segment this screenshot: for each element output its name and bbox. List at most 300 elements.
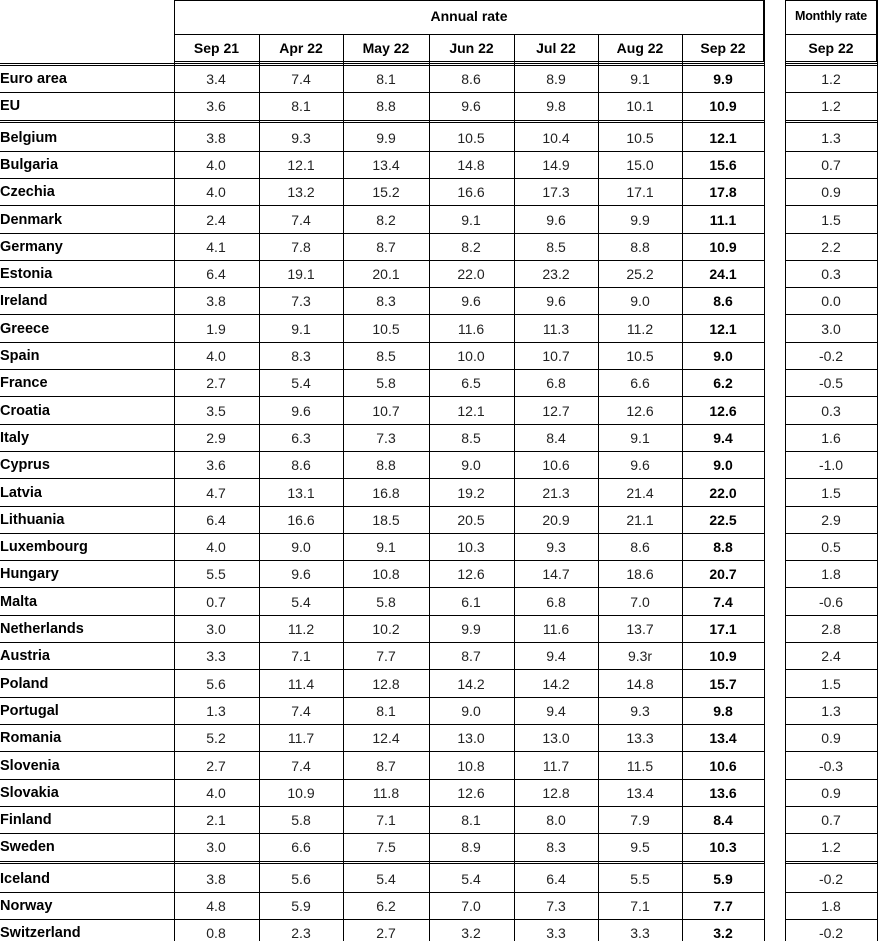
row-rule <box>785 724 877 725</box>
annual-rate-cell: 9.6 <box>291 566 311 582</box>
annual-rate-cell: 8.3 <box>546 839 566 855</box>
country-name: Netherlands <box>0 621 84 637</box>
annual-rate-cell: 11.1 <box>709 212 737 228</box>
annual-rate-cell: 9.0 <box>713 457 733 473</box>
row-rule <box>0 833 764 834</box>
annual-rate-cell: 18.5 <box>372 512 400 528</box>
annual-rate-cell: 8.6 <box>713 293 733 309</box>
country-name: Cyprus <box>0 457 50 473</box>
country-name: Euro area <box>0 71 67 87</box>
monthly-rate-cell: -0.5 <box>818 375 844 391</box>
annual-rate-cell: 10.5 <box>372 321 400 337</box>
annual-rate-cell: 13.7 <box>626 621 654 637</box>
annual-rate-cell: 16.8 <box>372 485 400 501</box>
annual-rate-cell: 14.9 <box>542 157 570 173</box>
country-name: Luxembourg <box>0 539 88 555</box>
country-name: Lithuania <box>0 512 65 528</box>
table-row <box>0 261 880 288</box>
row-rule <box>785 205 877 206</box>
annual-rate-cell: 4.0 <box>206 157 226 173</box>
annual-rate-cell: 15.0 <box>626 157 654 173</box>
annual-rate-cell: 21.1 <box>626 512 654 528</box>
annual-rate-cell: 3.6 <box>206 98 226 114</box>
annual-rate-cell: 8.5 <box>461 430 481 446</box>
annual-rate-cell: 11.6 <box>457 321 485 337</box>
country-name: Sweden <box>0 839 55 855</box>
country-name: Croatia <box>0 403 50 419</box>
row-rule <box>785 92 877 93</box>
monthly-rate-title: Monthly rate <box>795 9 867 23</box>
annual-rate-cell: 8.1 <box>461 812 481 828</box>
table-row <box>0 152 880 179</box>
row-rule <box>0 587 764 588</box>
table-row <box>0 370 880 397</box>
annual-rate-cell: 7.4 <box>291 758 311 774</box>
annual-rate-cell: 13.6 <box>709 785 737 801</box>
annual-rate-cell: 8.1 <box>376 71 396 87</box>
annual-rate-cell: 4.0 <box>206 348 226 364</box>
table-row <box>0 698 880 725</box>
annual-rate-cell: 9.1 <box>461 212 481 228</box>
annual-rate-cell: 3.8 <box>206 871 226 887</box>
annual-rate-cell: 18.6 <box>626 566 654 582</box>
country-name: Greece <box>0 321 50 337</box>
annual-rate-cell: 8.8 <box>376 98 396 114</box>
annual-rate-cell: 8.8 <box>713 539 733 555</box>
annual-rate-cell: 15.7 <box>709 676 737 692</box>
annual-rate-cell: 11.4 <box>287 676 315 692</box>
annual-rate-cell: 8.1 <box>291 98 311 114</box>
table-row <box>0 316 880 343</box>
annual-rate-cell: 12.1 <box>287 157 315 173</box>
monthly-rate-cell: 0.7 <box>821 157 841 173</box>
country-name: Iceland <box>0 871 50 887</box>
annual-rate-cell: 7.4 <box>713 594 733 610</box>
column-rule <box>174 0 175 941</box>
annual-rate-cell: 21.3 <box>542 485 570 501</box>
country-name: Spain <box>0 348 40 364</box>
annual-rate-cell: 11.6 <box>542 621 570 637</box>
annual-rate-cell: 2.7 <box>206 375 226 391</box>
annual-rate-cell: 22.5 <box>709 512 737 528</box>
annual-rate-cell: 13.0 <box>457 730 485 746</box>
annual-rate-cell: 8.3 <box>376 293 396 309</box>
annual-rate-cell: 20.5 <box>457 512 485 528</box>
table-row <box>0 234 880 261</box>
annual-rate-cell: 9.5 <box>630 839 650 855</box>
annual-rate-cell: 9.0 <box>461 703 481 719</box>
row-rule <box>785 451 877 452</box>
annual-rate-cell: 4.0 <box>206 539 226 555</box>
country-name: Slovenia <box>0 758 60 774</box>
annual-rate-cell: 4.7 <box>206 485 226 501</box>
annual-rate-cell: 9.0 <box>461 457 481 473</box>
annual-rate-cell: 3.3 <box>630 925 650 941</box>
annual-rate-cell: 3.3 <box>546 925 566 941</box>
table-row <box>0 534 880 561</box>
monthly-rate-cell: 1.8 <box>821 566 841 582</box>
annual-rate-cell: 3.4 <box>206 71 226 87</box>
section-separator <box>0 120 764 123</box>
annual-rate-cell: 5.5 <box>206 566 226 582</box>
monthly-rate-cell: 1.5 <box>821 676 841 692</box>
annual-rate-cell: 24.1 <box>709 266 737 282</box>
column-rule <box>682 34 683 941</box>
annual-rate-cell: 6.1 <box>461 594 481 610</box>
row-rule <box>0 533 764 534</box>
annual-rate-cell: 7.1 <box>376 812 396 828</box>
annual-rate-cell: 4.1 <box>206 239 226 255</box>
annual-rate-cell: 8.1 <box>376 703 396 719</box>
annual-rate-cell: 25.2 <box>626 266 654 282</box>
annual-rate-cell: 12.1 <box>709 321 737 337</box>
annual-rate-cell: 9.0 <box>630 293 650 309</box>
annual-rate-cell: 20.9 <box>542 512 570 528</box>
column-rule <box>429 34 430 941</box>
row-rule <box>0 751 764 752</box>
row-rule <box>785 560 877 561</box>
annual-rate-cell: 7.4 <box>291 212 311 228</box>
row-rule <box>0 724 764 725</box>
monthly-rate-cell: 3.0 <box>821 321 841 337</box>
table-row <box>0 753 880 780</box>
annual-rate-cell: 9.1 <box>630 71 650 87</box>
monthly-rate-cell: 1.2 <box>821 98 841 114</box>
annual-rate-cell: 3.5 <box>206 403 226 419</box>
annual-rate-cell: 9.6 <box>461 98 481 114</box>
row-rule <box>0 892 764 893</box>
annual-rate-cell: 15.2 <box>372 184 400 200</box>
table-row <box>0 507 880 534</box>
annual-rate-cell: 8.6 <box>630 539 650 555</box>
annual-rate-cell: 0.7 <box>206 594 226 610</box>
annual-rate-cell: 6.4 <box>206 512 226 528</box>
monthly-rate-cell: 1.8 <box>821 898 841 914</box>
row-rule <box>0 697 764 698</box>
table-row <box>0 452 880 479</box>
row-rule <box>785 919 877 920</box>
country-name: Belgium <box>0 130 58 146</box>
country-name: Bulgaria <box>0 157 59 173</box>
row-rule <box>0 424 764 425</box>
column-rule <box>785 0 786 941</box>
row-rule <box>0 615 764 616</box>
annual-rate-cell: 9.9 <box>630 212 650 228</box>
table-row <box>0 125 880 152</box>
col-header-aug22: Aug 22 <box>616 40 664 56</box>
header-bottom-rule <box>0 63 764 66</box>
annual-rate-cell: 7.3 <box>291 293 311 309</box>
annual-rate-cell: 13.4 <box>372 157 400 173</box>
row-rule <box>0 151 764 152</box>
annual-rate-cell: 9.9 <box>376 130 396 146</box>
annual-rate-cell: 17.8 <box>709 184 737 200</box>
annual-rate-cell: 3.3 <box>206 648 226 664</box>
annual-rate-cell: 7.0 <box>630 594 650 610</box>
annual-rate-cell: 11.7 <box>542 758 570 774</box>
annual-rate-cell: 3.2 <box>713 925 733 941</box>
annual-rate-cell: 9.0 <box>291 539 311 555</box>
annual-rate-cell: 11.8 <box>372 785 400 801</box>
annual-rate-cell: 9.3 <box>291 130 311 146</box>
annual-rate-cell: 9.9 <box>713 71 733 87</box>
table-row <box>0 616 880 643</box>
annual-rate-cell: 3.2 <box>461 925 481 941</box>
monthly-rate-cell: 0.9 <box>821 730 841 746</box>
annual-rate-cell: 5.2 <box>206 730 226 746</box>
annual-rate-cell: 1.3 <box>206 703 226 719</box>
monthly-rate-cell: 0.7 <box>821 812 841 828</box>
row-rule <box>0 779 764 780</box>
annual-rate-cell: 8.0 <box>546 812 566 828</box>
annual-rate-cell: 14.2 <box>542 676 570 692</box>
annual-rate-cell: 14.7 <box>542 566 570 582</box>
monthly-rate-cell: 1.3 <box>821 703 841 719</box>
annual-rate-cell: 2.3 <box>291 925 311 941</box>
annual-rate-cell: 8.6 <box>291 457 311 473</box>
subheader-line <box>785 34 877 35</box>
annual-rate-cell: 17.1 <box>709 621 737 637</box>
row-rule <box>0 451 764 452</box>
table-row <box>0 561 880 588</box>
row-rule <box>785 615 877 616</box>
row-rule <box>785 892 877 893</box>
annual-rate-cell: 8.9 <box>546 71 566 87</box>
annual-rate-cell: 8.2 <box>376 212 396 228</box>
country-name: Italy <box>0 430 30 446</box>
annual-rate-cell: 9.6 <box>546 212 566 228</box>
annual-rate-cell: 10.9 <box>709 239 737 255</box>
col-header-jun22: Jun 22 <box>449 40 494 56</box>
table-row <box>0 834 880 861</box>
annual-rate-cell: 3.0 <box>206 839 226 855</box>
row-rule <box>0 342 764 343</box>
monthly-rate-cell: 1.5 <box>821 485 841 501</box>
annual-rate-cell: 2.4 <box>206 212 226 228</box>
monthly-rate-cell: 0.3 <box>821 266 841 282</box>
country-name: Portugal <box>0 703 59 719</box>
annual-rate-cell: 9.1 <box>291 321 311 337</box>
annual-rate-cell: 8.9 <box>461 839 481 855</box>
section-separator <box>0 861 764 864</box>
annual-rate-cell: 7.3 <box>546 898 566 914</box>
row-rule <box>0 560 764 561</box>
annual-rate-cell: 12.1 <box>457 403 485 419</box>
annual-rate-cell: 9.3r <box>627 648 653 664</box>
table-row <box>0 93 880 120</box>
annual-rate-cell: 13.2 <box>287 184 315 200</box>
annual-rate-cell: 8.5 <box>546 239 566 255</box>
annual-rate-cell: 5.8 <box>291 812 311 828</box>
annual-rate-cell: 14.8 <box>457 157 485 173</box>
row-rule <box>785 151 877 152</box>
table-row <box>0 425 880 452</box>
annual-rate-cell: 12.7 <box>542 403 570 419</box>
annual-rate-cell: 17.1 <box>626 184 654 200</box>
country-name: Slovakia <box>0 785 59 801</box>
annual-rate-cell: 7.3 <box>376 430 396 446</box>
annual-rate-cell: 6.3 <box>291 430 311 446</box>
annual-rate-cell: 10.7 <box>372 403 400 419</box>
row-rule <box>0 287 764 288</box>
annual-rate-cell: 20.7 <box>709 566 737 582</box>
country-name: Germany <box>0 239 63 255</box>
annual-rate-cell: 12.6 <box>626 403 654 419</box>
annual-rate-cell: 12.8 <box>372 676 400 692</box>
row-rule <box>785 751 877 752</box>
annual-rate-cell: 2.7 <box>206 758 226 774</box>
annual-rate-cell: 4.0 <box>206 785 226 801</box>
subheader-line <box>174 34 764 35</box>
row-rule <box>0 233 764 234</box>
monthly-rate-cell: 0.9 <box>821 184 841 200</box>
row-rule <box>785 287 877 288</box>
annual-rate-cell: 16.6 <box>457 184 485 200</box>
table-row <box>0 66 880 93</box>
annual-rate-cell: 6.2 <box>376 898 396 914</box>
row-rule <box>785 642 877 643</box>
annual-rate-cell: 15.6 <box>709 157 737 173</box>
row-rule <box>785 260 877 261</box>
annual-rate-cell: 22.0 <box>457 266 485 282</box>
annual-rate-cell: 3.0 <box>206 621 226 637</box>
annual-rate-cell: 7.4 <box>291 71 311 87</box>
table-row <box>0 920 880 947</box>
annual-rate-cell: 2.7 <box>376 925 396 941</box>
annual-rate-cell: 17.3 <box>542 184 570 200</box>
row-rule <box>0 642 764 643</box>
row-rule <box>0 396 764 397</box>
monthly-rate-cell: 0.5 <box>821 539 841 555</box>
row-rule <box>0 178 764 179</box>
annual-rate-cell: 10.6 <box>542 457 570 473</box>
section-separator <box>785 120 877 123</box>
annual-rate-cell: 10.8 <box>457 758 485 774</box>
annual-rate-cell: 10.5 <box>457 130 485 146</box>
annual-rate-cell: 10.4 <box>542 130 570 146</box>
country-name: Malta <box>0 594 38 610</box>
annual-rate-cell: 8.8 <box>376 457 396 473</box>
annual-rate-cell: 9.4 <box>546 703 566 719</box>
annual-rate-cell: 11.5 <box>626 758 654 774</box>
annual-rate-cell: 9.8 <box>713 703 733 719</box>
annual-rate-cell: 10.5 <box>626 348 654 364</box>
table-row <box>0 780 880 807</box>
table-row <box>0 179 880 206</box>
annual-rate-cell: 10.5 <box>626 130 654 146</box>
monthly-rate-cell: 0.0 <box>821 293 841 309</box>
annual-rate-cell: 2.9 <box>206 430 226 446</box>
row-rule <box>785 506 877 507</box>
annual-rate-cell: 11.2 <box>626 321 654 337</box>
table-row <box>0 480 880 507</box>
country-name: Austria <box>0 648 50 664</box>
annual-rate-cell: 6.8 <box>546 375 566 391</box>
annual-rate-cell: 13.4 <box>709 730 737 746</box>
annual-rate-title: Annual rate <box>430 8 508 24</box>
monthly-rate-cell: -0.2 <box>818 871 844 887</box>
annual-rate-cell: 5.6 <box>206 676 226 692</box>
row-rule <box>0 205 764 206</box>
row-rule <box>785 587 877 588</box>
country-name: Finland <box>0 812 52 828</box>
monthly-rate-cell: -0.6 <box>818 594 844 610</box>
annual-rate-cell: 2.1 <box>206 812 226 828</box>
annual-rate-cell: 7.1 <box>291 648 311 664</box>
country-name: Switzerland <box>0 925 81 941</box>
row-rule <box>785 396 877 397</box>
col-header-apr22: Apr 22 <box>279 40 323 56</box>
annual-rate-cell: 8.4 <box>546 430 566 446</box>
annual-rate-cell: 8.3 <box>291 348 311 364</box>
annual-rate-cell: 14.8 <box>626 676 654 692</box>
annual-rate-cell: 10.2 <box>372 621 400 637</box>
annual-rate-cell: 1.9 <box>206 321 226 337</box>
annual-rate-cell: 5.4 <box>291 594 311 610</box>
annual-rate-cell: 13.1 <box>287 485 315 501</box>
annual-rate-cell: 7.7 <box>376 648 396 664</box>
col-header-monthly-sep22: Sep 22 <box>808 40 854 56</box>
row-rule <box>785 833 877 834</box>
annual-rate-cell: 7.0 <box>461 898 481 914</box>
annual-rate-cell: 3.8 <box>206 130 226 146</box>
monthly-rate-cell: 1.2 <box>821 839 841 855</box>
row-rule <box>0 806 764 807</box>
annual-rate-cell: 7.7 <box>713 898 733 914</box>
annual-rate-cell: 5.5 <box>630 871 650 887</box>
annual-rate-cell: 9.4 <box>546 648 566 664</box>
annual-rate-cell: 12.4 <box>372 730 400 746</box>
annual-rate-cell: 11.3 <box>542 321 570 337</box>
col-header-sep22: Sep 22 <box>700 40 746 56</box>
country-name: Czechia <box>0 184 55 200</box>
annual-rate-cell: 8.2 <box>461 239 481 255</box>
column-rule <box>259 34 260 941</box>
table-row <box>0 288 880 315</box>
country-name: Poland <box>0 676 49 692</box>
monthly-rate-cell: 2.2 <box>821 239 841 255</box>
table-row <box>0 343 880 370</box>
annual-rate-cell: 5.8 <box>376 375 396 391</box>
annual-rate-cell: 5.6 <box>291 871 311 887</box>
column-rule <box>764 0 765 941</box>
annual-rate-cell: 6.5 <box>461 375 481 391</box>
table-row <box>0 807 880 834</box>
monthly-rate-cell: 2.4 <box>821 648 841 664</box>
annual-rate-cell: 9.9 <box>461 621 481 637</box>
table-row <box>0 866 880 893</box>
table-row <box>0 725 880 752</box>
row-rule <box>785 369 877 370</box>
row-rule <box>785 779 877 780</box>
annual-rate-cell: 5.9 <box>291 898 311 914</box>
row-rule <box>785 533 877 534</box>
annual-rate-cell: 4.8 <box>206 898 226 914</box>
annual-rate-cell: 21.4 <box>626 485 654 501</box>
row-rule <box>785 806 877 807</box>
annual-rate-cell: 8.7 <box>376 239 396 255</box>
annual-rate-cell: 11.2 <box>287 621 315 637</box>
col-header-jul22: Jul 22 <box>536 40 576 56</box>
annual-rate-cell: 14.2 <box>457 676 485 692</box>
annual-rate-cell: 9.3 <box>630 703 650 719</box>
row-rule <box>0 260 764 261</box>
annual-rate-cell: 12.1 <box>709 130 737 146</box>
annual-rate-cell: 10.7 <box>542 348 570 364</box>
row-rule <box>785 669 877 670</box>
annual-rate-cell: 6.6 <box>630 375 650 391</box>
country-name: Hungary <box>0 566 59 582</box>
